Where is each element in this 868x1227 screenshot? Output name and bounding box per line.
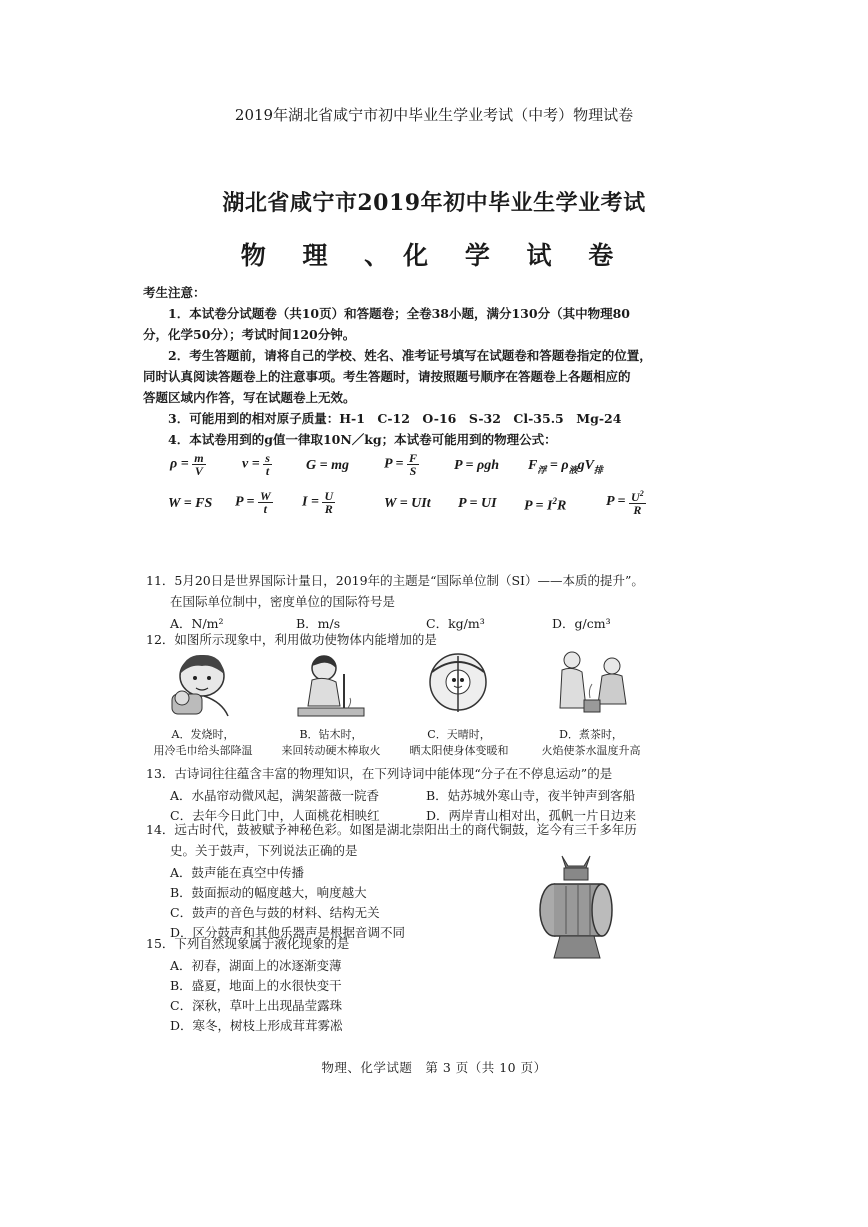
q11-option-c: C．kg/m³ (426, 616, 485, 631)
q15-option-b: B．盛夏，地面上的水很快变干 (170, 978, 342, 993)
q12-option-d-label: D．煮茶时， (559, 728, 623, 741)
q15-option-c: C．深秋，草叶上出现晶莹露珠 (170, 998, 343, 1013)
formula-work: W = FS (168, 496, 213, 511)
q12-option-b-label: B．钻木时， (299, 728, 363, 741)
formula-buoyancy: $F_浮 = \rho_液gV_排$ (528, 458, 603, 475)
q12-option-c-desc: 晒太阳使身体变暖和 (409, 744, 509, 757)
page-footer: 物理、化学试题 第 3 页（共 10 页） (321, 1060, 547, 1075)
q13-option-d: D．两岸青山相对出，孤帆一片日边来 (426, 808, 637, 823)
notice-item-1b: 分，化学50分）；考试时间120分钟。 (143, 327, 356, 342)
q15-option-d: D．寒冬，树枝上形成茸茸雾凇 (170, 1018, 343, 1033)
q14-option-b: B．鼓面振动的幅度越大，响度越大 (170, 885, 367, 900)
q11-option-b: B．m/s (296, 616, 341, 631)
q14-option-c: C．鼓声的音色与鼓的材料、结构无关 (170, 905, 380, 920)
notice-item-2c: 答题区域内作答，写在试题卷上无效。 (143, 390, 356, 405)
formula-ohm: I = $\frac{U}{R}$ (302, 489, 334, 516)
sunbathing-illustration (418, 648, 498, 720)
notice-heading: 考生注意： (143, 285, 206, 300)
q14-option-d: D．区分鼓声和其他乐器声是根据音调不同 (170, 925, 406, 940)
q11-stem-line2: 在国际单位制中，密度单位的国际符号是 (170, 594, 396, 609)
drilling-wood-illustration (292, 648, 372, 720)
exam-title: 湖北省咸宁市2019年初中毕业生学业考试 (222, 190, 646, 216)
notice-item-1a: 1．本试卷分试题卷（共10页）和答题卷；全卷38小题，满分130分（其中物理80 (168, 306, 630, 321)
formula-gravity: G = mg (306, 458, 349, 473)
notice-item-2b: 同时认真阅读答题卷上的注意事项。考生答题时，请按照题号顺序在答题卷上各题相应的 (143, 369, 631, 384)
q13-option-c: C．去年今日此门中，人面桃花相映红 (170, 808, 380, 823)
q12-option-a-desc: 用冷毛巾给头部降温 (153, 744, 253, 757)
notice-item-2a: 2．考生答题前，请将自己的学校、姓名、准考证号填写在试题卷和答题卷指定的位置， (168, 348, 652, 363)
page-header: 2019年湖北省咸宁市初中毕业生学业考试（中考）物理试卷 (234, 106, 634, 124)
q14-stem-line1: 14．远古时代，鼓被赋予神秘色彩。如图是湖北崇阳出土的商代铜鼓，迄今有三千多年历 (146, 822, 637, 837)
q12-stem: 12．如图所示现象中，利用做功使物体内能增加的是 (146, 632, 437, 647)
bronze-drum-illustration (524, 852, 628, 964)
q11-option-a: A．N/m² (170, 616, 224, 631)
formula-pressure: P = $\frac{F}{S}$ (384, 451, 418, 478)
q12-option-b-desc: 来回转动硬木棒取火 (281, 744, 381, 757)
q11-option-d: D．g/cm³ (552, 616, 611, 631)
q13-option-b: B．姑苏城外寒山寺，夜半钟声到客船 (426, 788, 636, 803)
formula-voltage-power: P = $\frac{U^2}{R}$ (606, 489, 644, 517)
formula-electric-power: P = UI (458, 496, 497, 511)
q12-option-d-desc: 火焰使茶水温度升高 (541, 744, 641, 757)
q15-stem: 15．下列自然现象属于液化现象的是 (146, 936, 350, 951)
notice-item-4: 4．本试卷用到的g值一律取10N／kg；本试卷可能用到的物理公式： (168, 432, 557, 447)
formula-speed: v = $\frac{s}{t}$ (242, 451, 270, 478)
q12-option-a-label: A．发烧时， (171, 728, 235, 741)
q14-option-a: A．鼓声能在真空中传播 (170, 865, 305, 880)
q13-option-a: A．水晶帘动微风起，满架蔷薇一院香 (170, 788, 380, 803)
q15-option-a: A．初春，湖面上的冰逐渐变薄 (170, 958, 342, 973)
q11-stem-line1: 11．5月20日是世界国际计量日，2019年的主题是“国际单位制（SI）——本质的提升”。 (146, 573, 644, 588)
formula-power: P = $\frac{W}{t}$ (235, 489, 271, 516)
notice-item-3: 3．可能用到的相对原子质量：H-1 C-12 O-16 S-32 Cl-35.5 Mg-24 (168, 411, 622, 426)
formula-liquid-pressure: P = ρgh (454, 458, 500, 473)
q14-stem-line2: 史。关于鼓声，下列说法正确的是 (170, 843, 358, 858)
formula-joule-power: $P = I^2R$ (524, 496, 567, 514)
q13-stem: 13．古诗词往往蕴含丰富的物理知识，在下列诗词中能体现“分子在不停息运动”的是 (146, 766, 613, 781)
formula-density: ρ = $\frac{m}{V}$ (170, 451, 204, 478)
exam-subtitle: 物 理 、化 学 试 卷 (240, 241, 628, 270)
formula-electric-work: W = UIt (384, 496, 431, 511)
boiling-tea-illustration (542, 646, 638, 722)
q12-option-c-label: C．天晴时， (427, 728, 491, 741)
fever-illustration (162, 646, 240, 718)
